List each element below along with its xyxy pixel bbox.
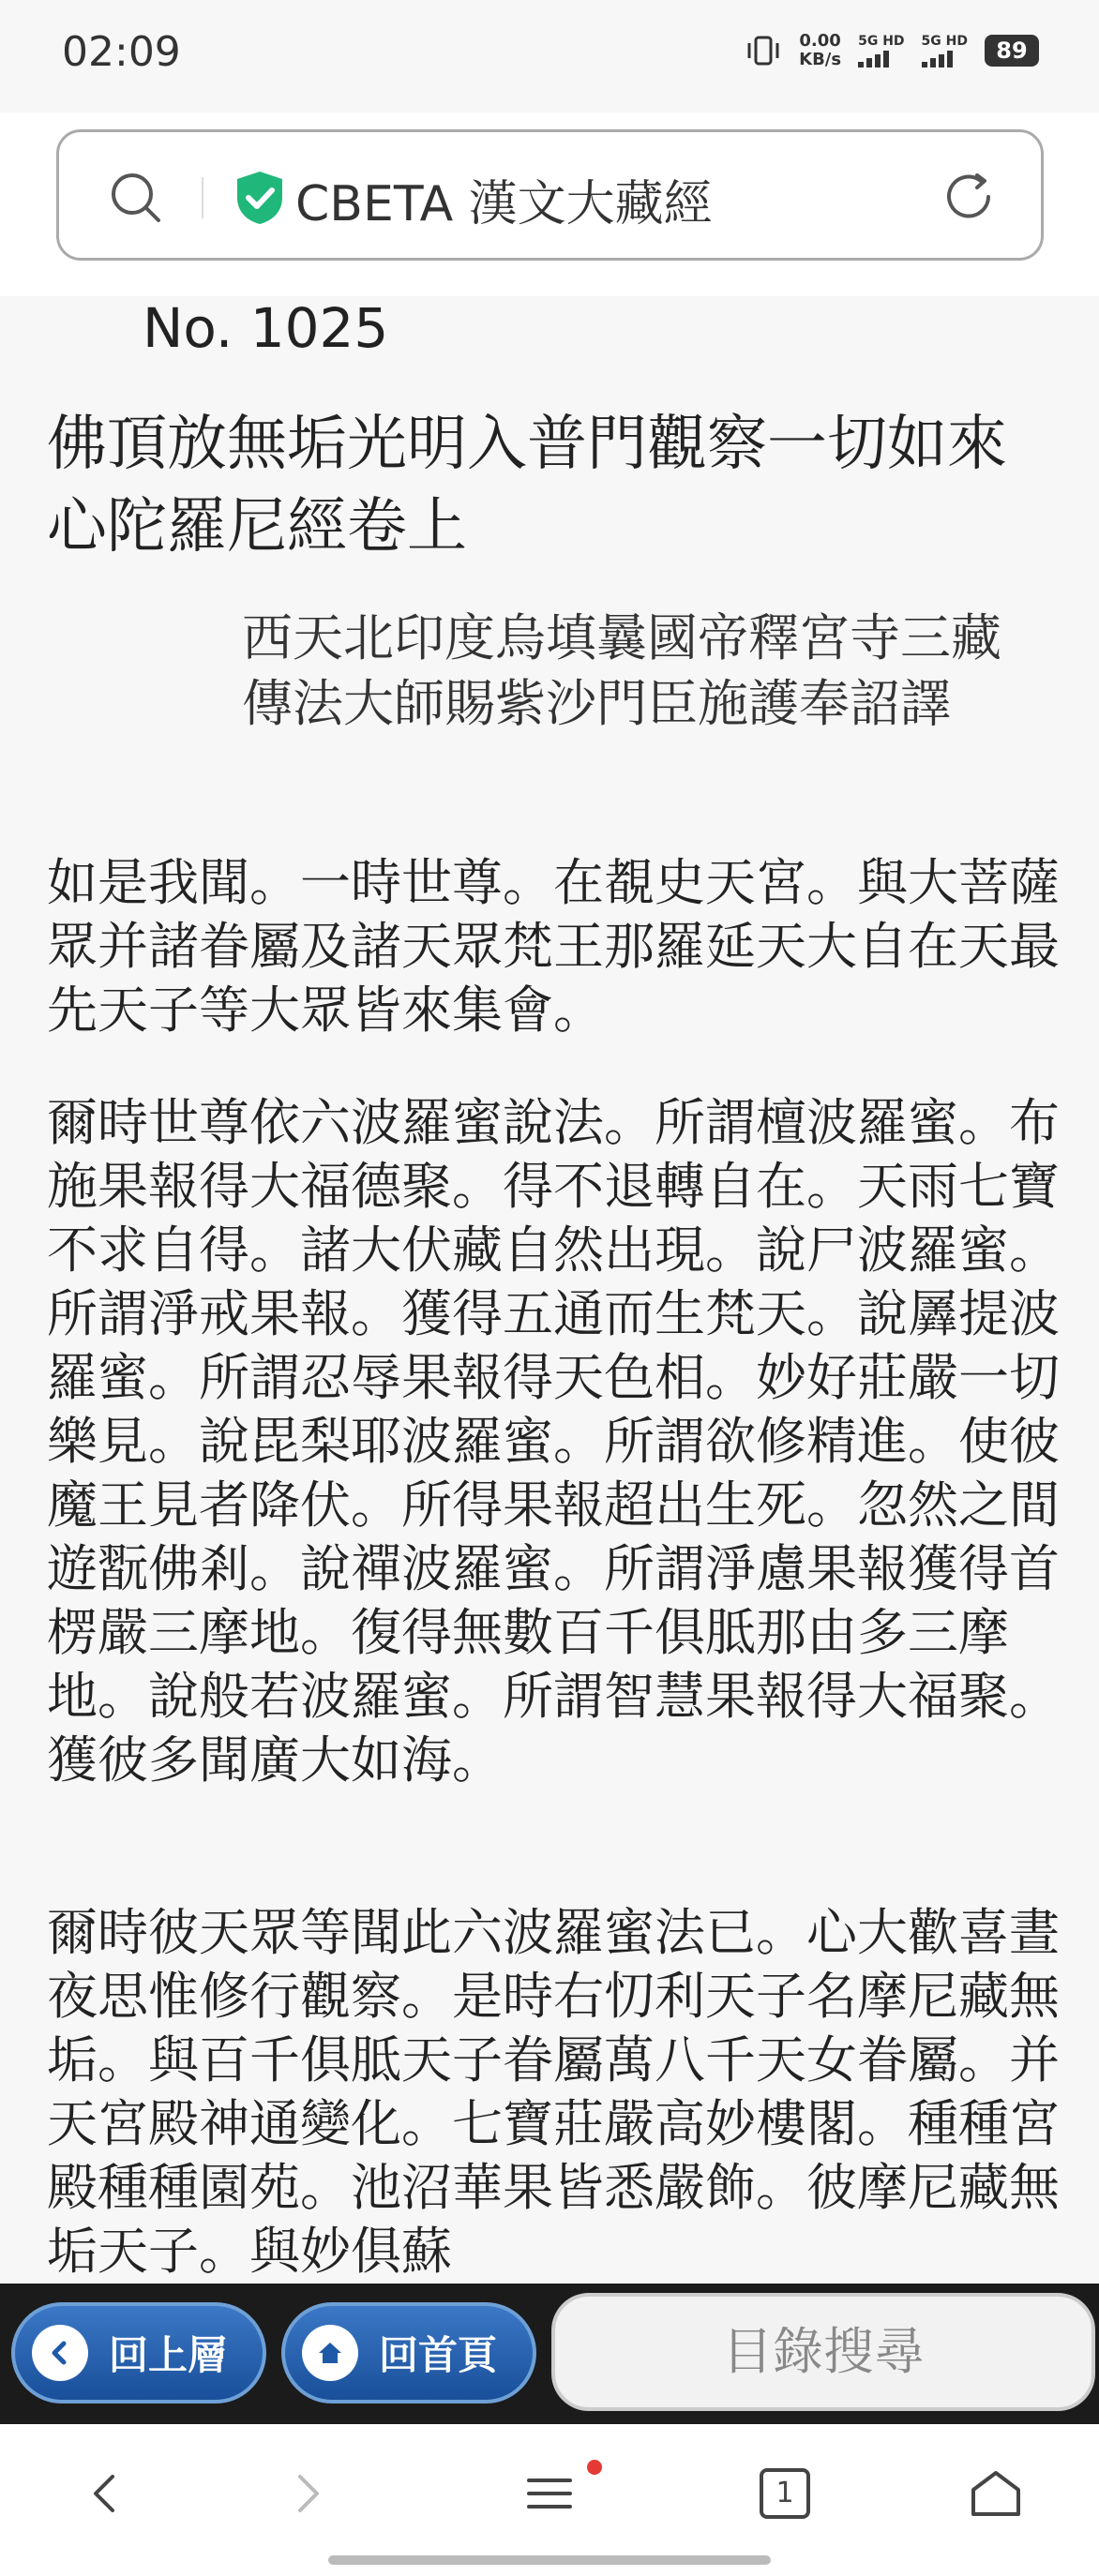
back-icon[interactable]: [75, 2464, 135, 2524]
directory-search-button[interactable]: 目錄搜尋: [551, 2293, 1095, 2411]
sim1-label: 5G HD: [858, 34, 905, 49]
reload-icon[interactable]: [940, 168, 998, 226]
document-translator: 西天北印度烏填曩國帝釋宮寺三藏傳法大師賜紫沙門臣施護奉詔譯: [242, 608, 1001, 733]
net-speed: [799, 32, 841, 69]
signal-bars-icon: [922, 49, 953, 67]
status-bar: [0, 0, 1099, 112]
home-page-label: 回首頁: [379, 2332, 498, 2378]
status-icons: [745, 32, 1039, 69]
battery-indicator: 89: [985, 35, 1039, 67]
status-time: 02:09: [62, 28, 181, 76]
home-page-button[interactable]: [281, 2302, 536, 2404]
home-icon: [302, 2325, 358, 2381]
net-speed-value: 0.00: [799, 31, 841, 51]
divider: [202, 177, 203, 218]
document-number: No. 1025: [143, 296, 389, 360]
sim1-signal: [858, 34, 904, 67]
address-bar[interactable]: [56, 129, 1044, 261]
net-speed-unit: KB/s: [799, 50, 842, 69]
address-bar-area: [0, 112, 1099, 296]
search-icon[interactable]: [108, 170, 164, 226]
forward-icon[interactable]: [278, 2464, 338, 2524]
vibrate-icon: [745, 32, 782, 69]
document-title: 佛頂放無垢光明入普門觀察一切如來心陀羅尼經卷上: [47, 410, 1007, 562]
sim2-signal: [922, 34, 968, 67]
tab-count: 1: [775, 2477, 794, 2509]
back-level-label: 回上層: [109, 2332, 228, 2378]
secure-shield-icon[interactable]: [233, 170, 286, 226]
paragraph: 爾時世尊依六波羅蜜說法。所謂檀波羅蜜。布施果報得大福德聚。得不退轉自在。天雨七寶不求自得。諸大伏藏自然出現。說尸波羅蜜。所謂淨戒果報。獲得五通而生梵天。說羼提波羅蜜。所謂忍辱果報得天色相。妙好莊嚴一切樂見。說毘梨耶波羅蜜。所謂欲修精進。使彼魔王見者降伏。所得果報超出生死。忽然之間遊翫佛剎。說禪波羅蜜。所謂淨慮果報獲得首楞嚴三摩地。復得無數百千俱胝那由多三摩地。說般若波羅蜜。所謂智慧果報得大福聚。獲彼多聞廣大如海。: [47, 1093, 1060, 1790]
site-title[interactable]: CBETA 漢文大藏經: [295, 176, 713, 232]
back-level-button[interactable]: [11, 2302, 266, 2404]
tabs-button[interactable]: [760, 2468, 810, 2519]
signal-bars-icon: [858, 49, 889, 67]
bottom-toolbar: [0, 2284, 1099, 2424]
browser-navigation: [0, 2424, 1099, 2576]
back-arrow-icon: [32, 2325, 88, 2381]
sim2-label: 5G HD: [921, 34, 968, 49]
paragraph: 如是我聞。一時世尊。在覩史天宮。與大菩薩眾并諸眷屬及諸天眾梵王那羅延天大自在天最先天子等大眾皆來集會。: [47, 853, 1060, 1040]
menu-icon[interactable]: [519, 2464, 580, 2524]
document-content[interactable]: [0, 296, 1099, 2284]
paragraph: 爾時彼天眾等聞此六波羅蜜法已。心大歡喜晝夜思惟修行觀察。是時右忉利天子名摩尼藏無垢。與百千俱胝天子眷屬萬八千天女眷屬。并天宮殿神通變化。七寶莊嚴高妙樓閣。種種宮殿種種園苑。池沼華果皆悉嚴飾。彼摩尼藏無垢天子。與妙俱蘇: [47, 1903, 1060, 2281]
notification-dot: [587, 2460, 602, 2475]
gesture-bar[interactable]: [328, 2555, 771, 2565]
home-icon[interactable]: [966, 2464, 1026, 2524]
